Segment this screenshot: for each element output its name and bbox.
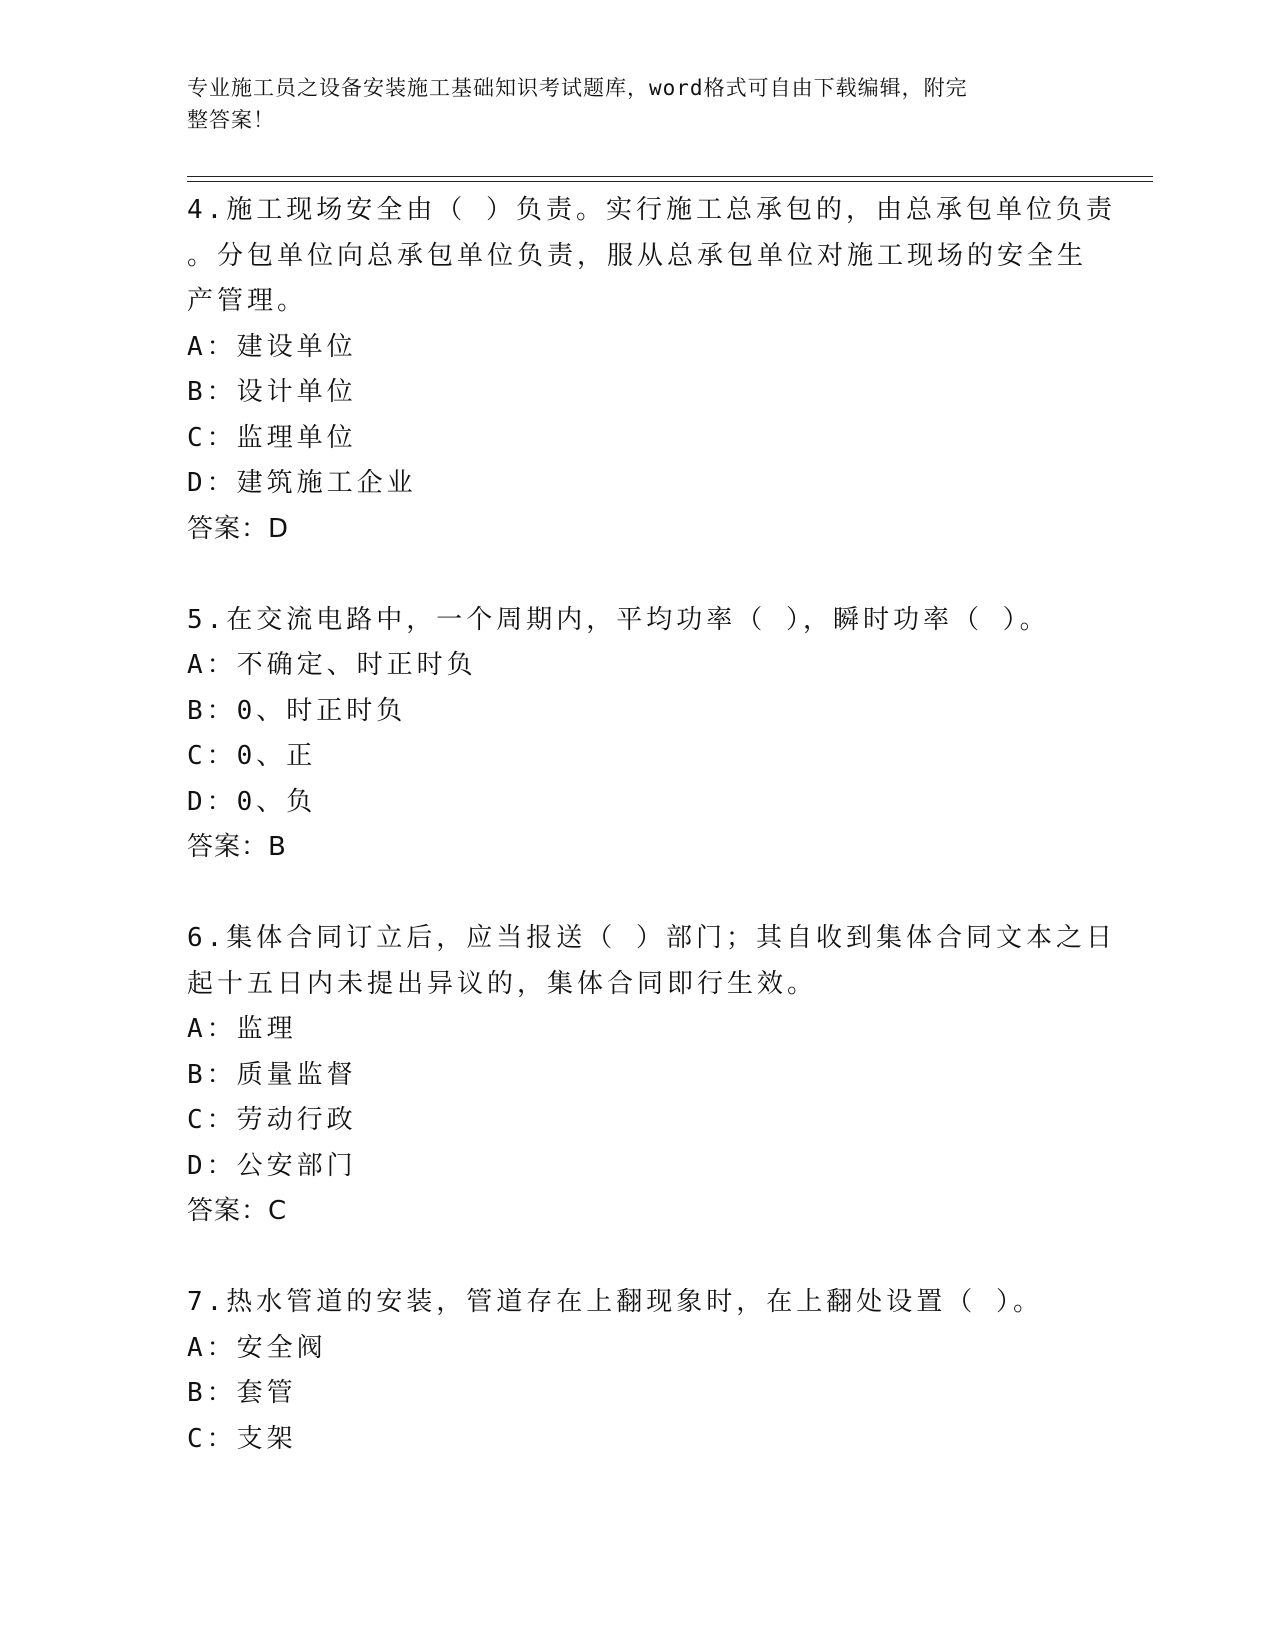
answer: 答案：D bbox=[187, 513, 290, 544]
option-a: A：安全阀 bbox=[187, 1332, 327, 1363]
option-a: A：建设单位 bbox=[187, 331, 357, 362]
option-a: A：监理 bbox=[187, 1014, 297, 1044]
spacer bbox=[187, 871, 1087, 917]
header-line-2: 整答案！ bbox=[187, 108, 275, 132]
header-divider-top bbox=[187, 176, 1153, 177]
stem-line: 6.集体合同订立后，应当报送（ ）部门；其自收到集体合同文本之日 bbox=[187, 923, 1116, 953]
option-c: C：支架 bbox=[187, 1423, 297, 1454]
question-stem bbox=[187, 188, 1116, 325]
question-stem bbox=[187, 1280, 1087, 1326]
header-line-1: 专业施工员之设备安装施工基础知识考试题库，word格式可自由下载编辑，附完 bbox=[187, 76, 968, 100]
stem-line: 4.施工现场安全由（ ）负责。实行施工总承包的，由总承包单位负责 bbox=[187, 195, 1116, 225]
question-5 bbox=[187, 598, 1087, 917]
header-divider-bottom bbox=[187, 181, 1153, 182]
question-stem bbox=[187, 916, 1116, 1007]
option-b: B：设计单位 bbox=[187, 377, 357, 407]
option-c: C：监理单位 bbox=[187, 422, 357, 453]
option-b: B：0、时正时负 bbox=[187, 695, 407, 726]
option-d: D：公安部门 bbox=[187, 1150, 357, 1181]
stem-line: 。分包单位向总承包单位负责，服从总承包单位对施工现场的安全生 bbox=[187, 240, 1088, 271]
spacer bbox=[187, 1235, 1087, 1281]
question-6 bbox=[187, 916, 1116, 1280]
question-4 bbox=[187, 188, 1116, 598]
option-d: D：建筑施工企业 bbox=[187, 468, 417, 498]
option-a: A：不确定、时正时负 bbox=[187, 650, 477, 680]
option-b: B：质量监督 bbox=[187, 1059, 357, 1090]
question-list bbox=[187, 188, 1116, 1462]
answer: 答案：B bbox=[187, 832, 287, 862]
option-b: B：套管 bbox=[187, 1378, 297, 1408]
answer: 答案：C bbox=[187, 1196, 288, 1226]
option-d: D：0、负 bbox=[187, 786, 317, 817]
question-7 bbox=[187, 1280, 1087, 1462]
option-c: C：劳动行政 bbox=[187, 1105, 357, 1135]
stem-line: 产管理。 bbox=[187, 286, 308, 316]
stem-line: 5.在交流电路中，一个周期内，平均功率（ ），瞬时功率（ ）。 bbox=[187, 604, 1050, 635]
stem-line: 起十五日内未提出异议的，集体合同即行生效。 bbox=[187, 968, 818, 999]
option-c: C：0、正 bbox=[187, 741, 317, 771]
spacer bbox=[187, 552, 1087, 598]
question-stem bbox=[187, 598, 1087, 644]
document-header bbox=[187, 72, 1067, 136]
stem-line: 7.热水管道的安装，管道存在上翻现象时，在上翻处设置（ ）。 bbox=[187, 1287, 1043, 1317]
